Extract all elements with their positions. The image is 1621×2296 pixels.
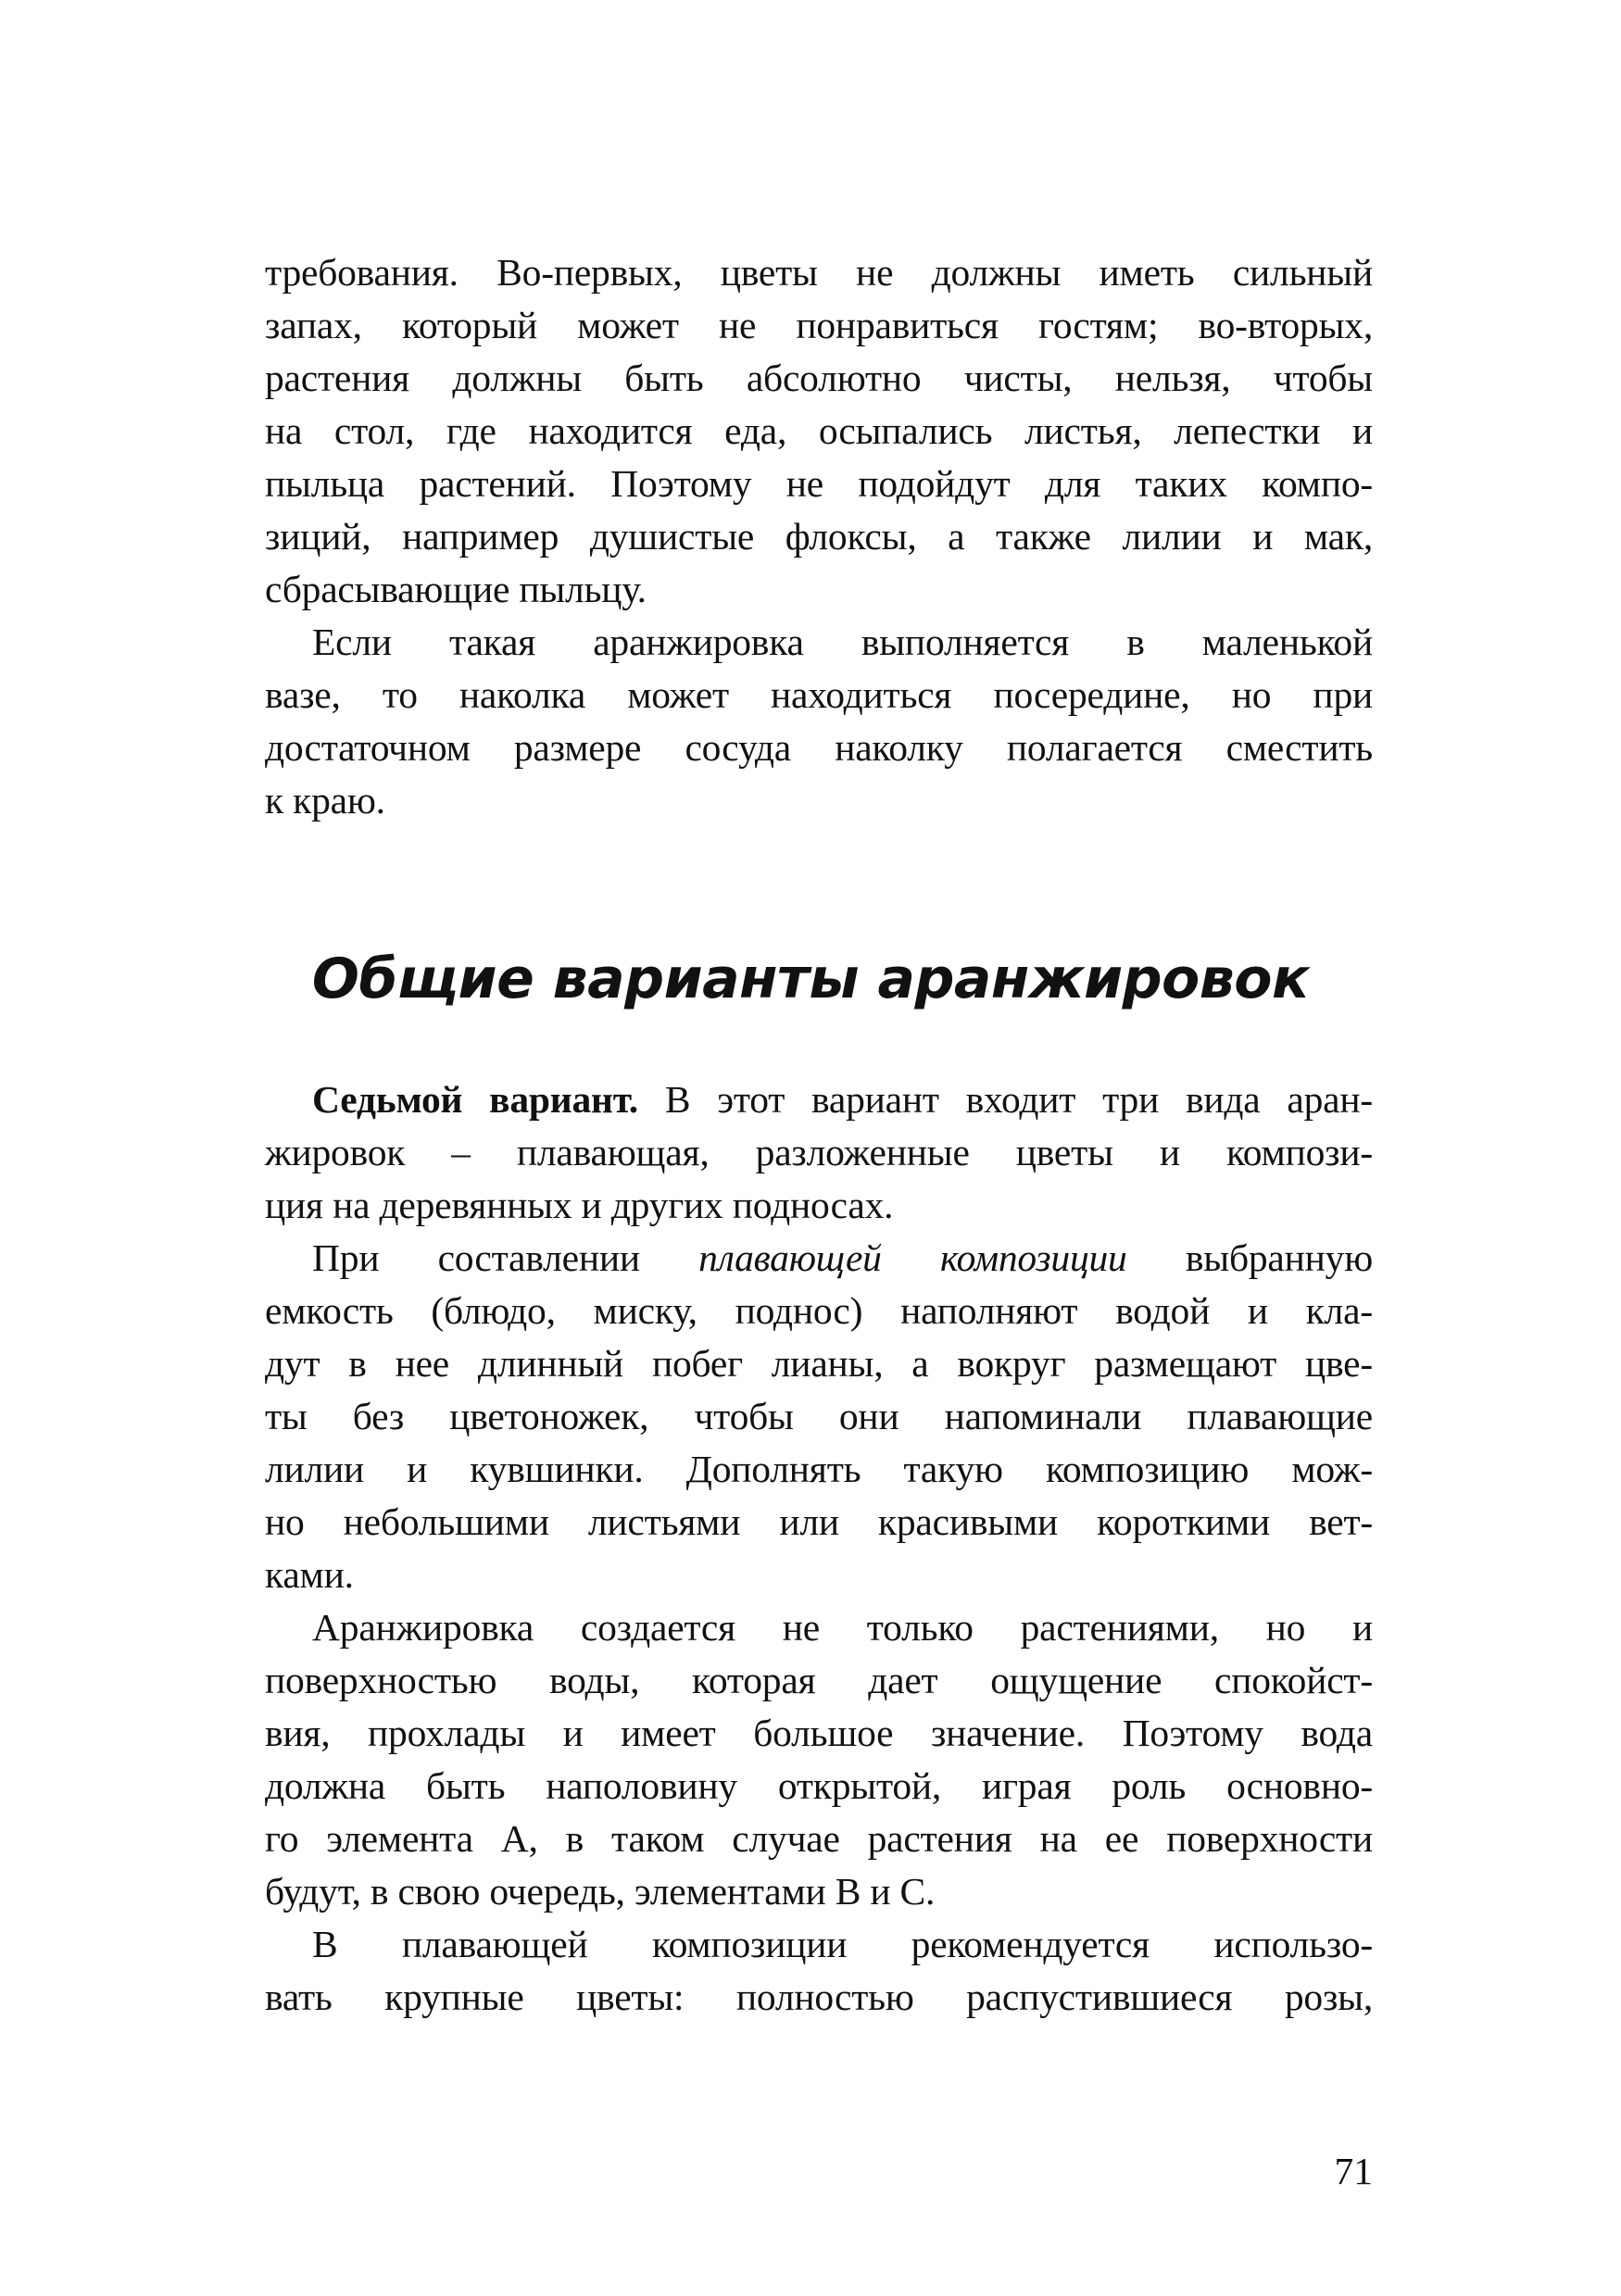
text-block-top xyxy=(265,246,1373,827)
paragraph-floating-composition xyxy=(265,1232,1373,1601)
paragraph-large-flowers xyxy=(265,1918,1373,2024)
text-line: жировок – плавающая, разложенные цветы и компози- xyxy=(265,1131,1373,1173)
text-line: ками. xyxy=(265,1553,354,1596)
page-number: 71 xyxy=(1334,2150,1373,2192)
text-line: на стол, где находится еда, осыпались листья, лепестки и xyxy=(265,409,1373,452)
variant-title: Седьмой вариант. xyxy=(312,1078,638,1121)
text-line: должна быть наполовину открытой, играя роль основно- xyxy=(265,1764,1373,1807)
text-line: к краю. xyxy=(265,779,385,822)
text-line: достаточном размере сосуда наколку полагается сместить xyxy=(265,726,1373,769)
text-line: но небольшими листьями или красивыми короткими вет- xyxy=(265,1500,1373,1543)
text-line: емкость (блюдо, миску, поднос) наполняют водой и кла- xyxy=(265,1289,1373,1332)
text-line: сбрасывающие пыльцу. xyxy=(265,568,647,610)
text-line: лилии и кувшинки. Дополнять такую композицию мож- xyxy=(265,1448,1373,1490)
paragraph-small-vase xyxy=(265,616,1373,827)
text-run: В этот вариант входит три вида аран- xyxy=(638,1078,1373,1121)
italic-term: плавающей композиции xyxy=(698,1236,1127,1279)
text-line: растения должны быть абсолютно чисты, нельзя, чтобы xyxy=(265,357,1373,399)
text-line: запах, который может не понравиться гостям; во-вторых, xyxy=(265,304,1373,346)
text-line: требования. Во-первых, цветы не должны иметь сильный xyxy=(265,251,1373,294)
text-run: При составлении xyxy=(312,1236,699,1279)
paragraph-water-surface xyxy=(265,1601,1373,1918)
paragraph-requirements xyxy=(265,246,1373,616)
text-line: дут в нее длинный побег лианы, а вокруг размещают цве- xyxy=(265,1342,1373,1385)
text-block-bottom xyxy=(265,1073,1373,2024)
text-line: В плавающей композиции рекомендуется использо- xyxy=(312,1923,1373,1965)
text-line: пыльца растений. Поэтому не подойдут для таких компо- xyxy=(265,462,1373,505)
text-line: зиций, например душистые флоксы, а также лилии и мак, xyxy=(265,515,1373,558)
text-line xyxy=(265,1073,1373,1126)
text-line: Если такая аранжировка выполняется в маленькой xyxy=(312,621,1373,663)
text-line: поверхностью воды, которая дает ощущение спокойст- xyxy=(265,1659,1373,1701)
section-heading: Общие варианты аранжировок xyxy=(311,947,1310,1011)
text-line: Аранжировка создается не только растениями, но и xyxy=(312,1606,1373,1649)
text-line: вать крупные цветы: полностью распустившиеся розы, xyxy=(265,1976,1373,2018)
text-line xyxy=(265,1232,1373,1285)
text-line: го элемента А, в таком случае растения на ее поверхности xyxy=(265,1817,1373,1860)
text-line: ты без цветоножек, чтобы они напоминали плавающие xyxy=(265,1395,1373,1437)
text-line: вазе, то наколка может находиться посередине, но при xyxy=(265,673,1373,716)
text-line: ция на деревянных и других подносах. xyxy=(265,1184,894,1226)
text-line: вия, прохлады и имеет большое значение. Поэтому вода xyxy=(265,1712,1373,1754)
paragraph-seventh-variant xyxy=(265,1073,1373,1232)
text-run: выбранную xyxy=(1126,1236,1374,1279)
text-line: будут, в свою очередь, элементами В и С. xyxy=(265,1870,936,1913)
